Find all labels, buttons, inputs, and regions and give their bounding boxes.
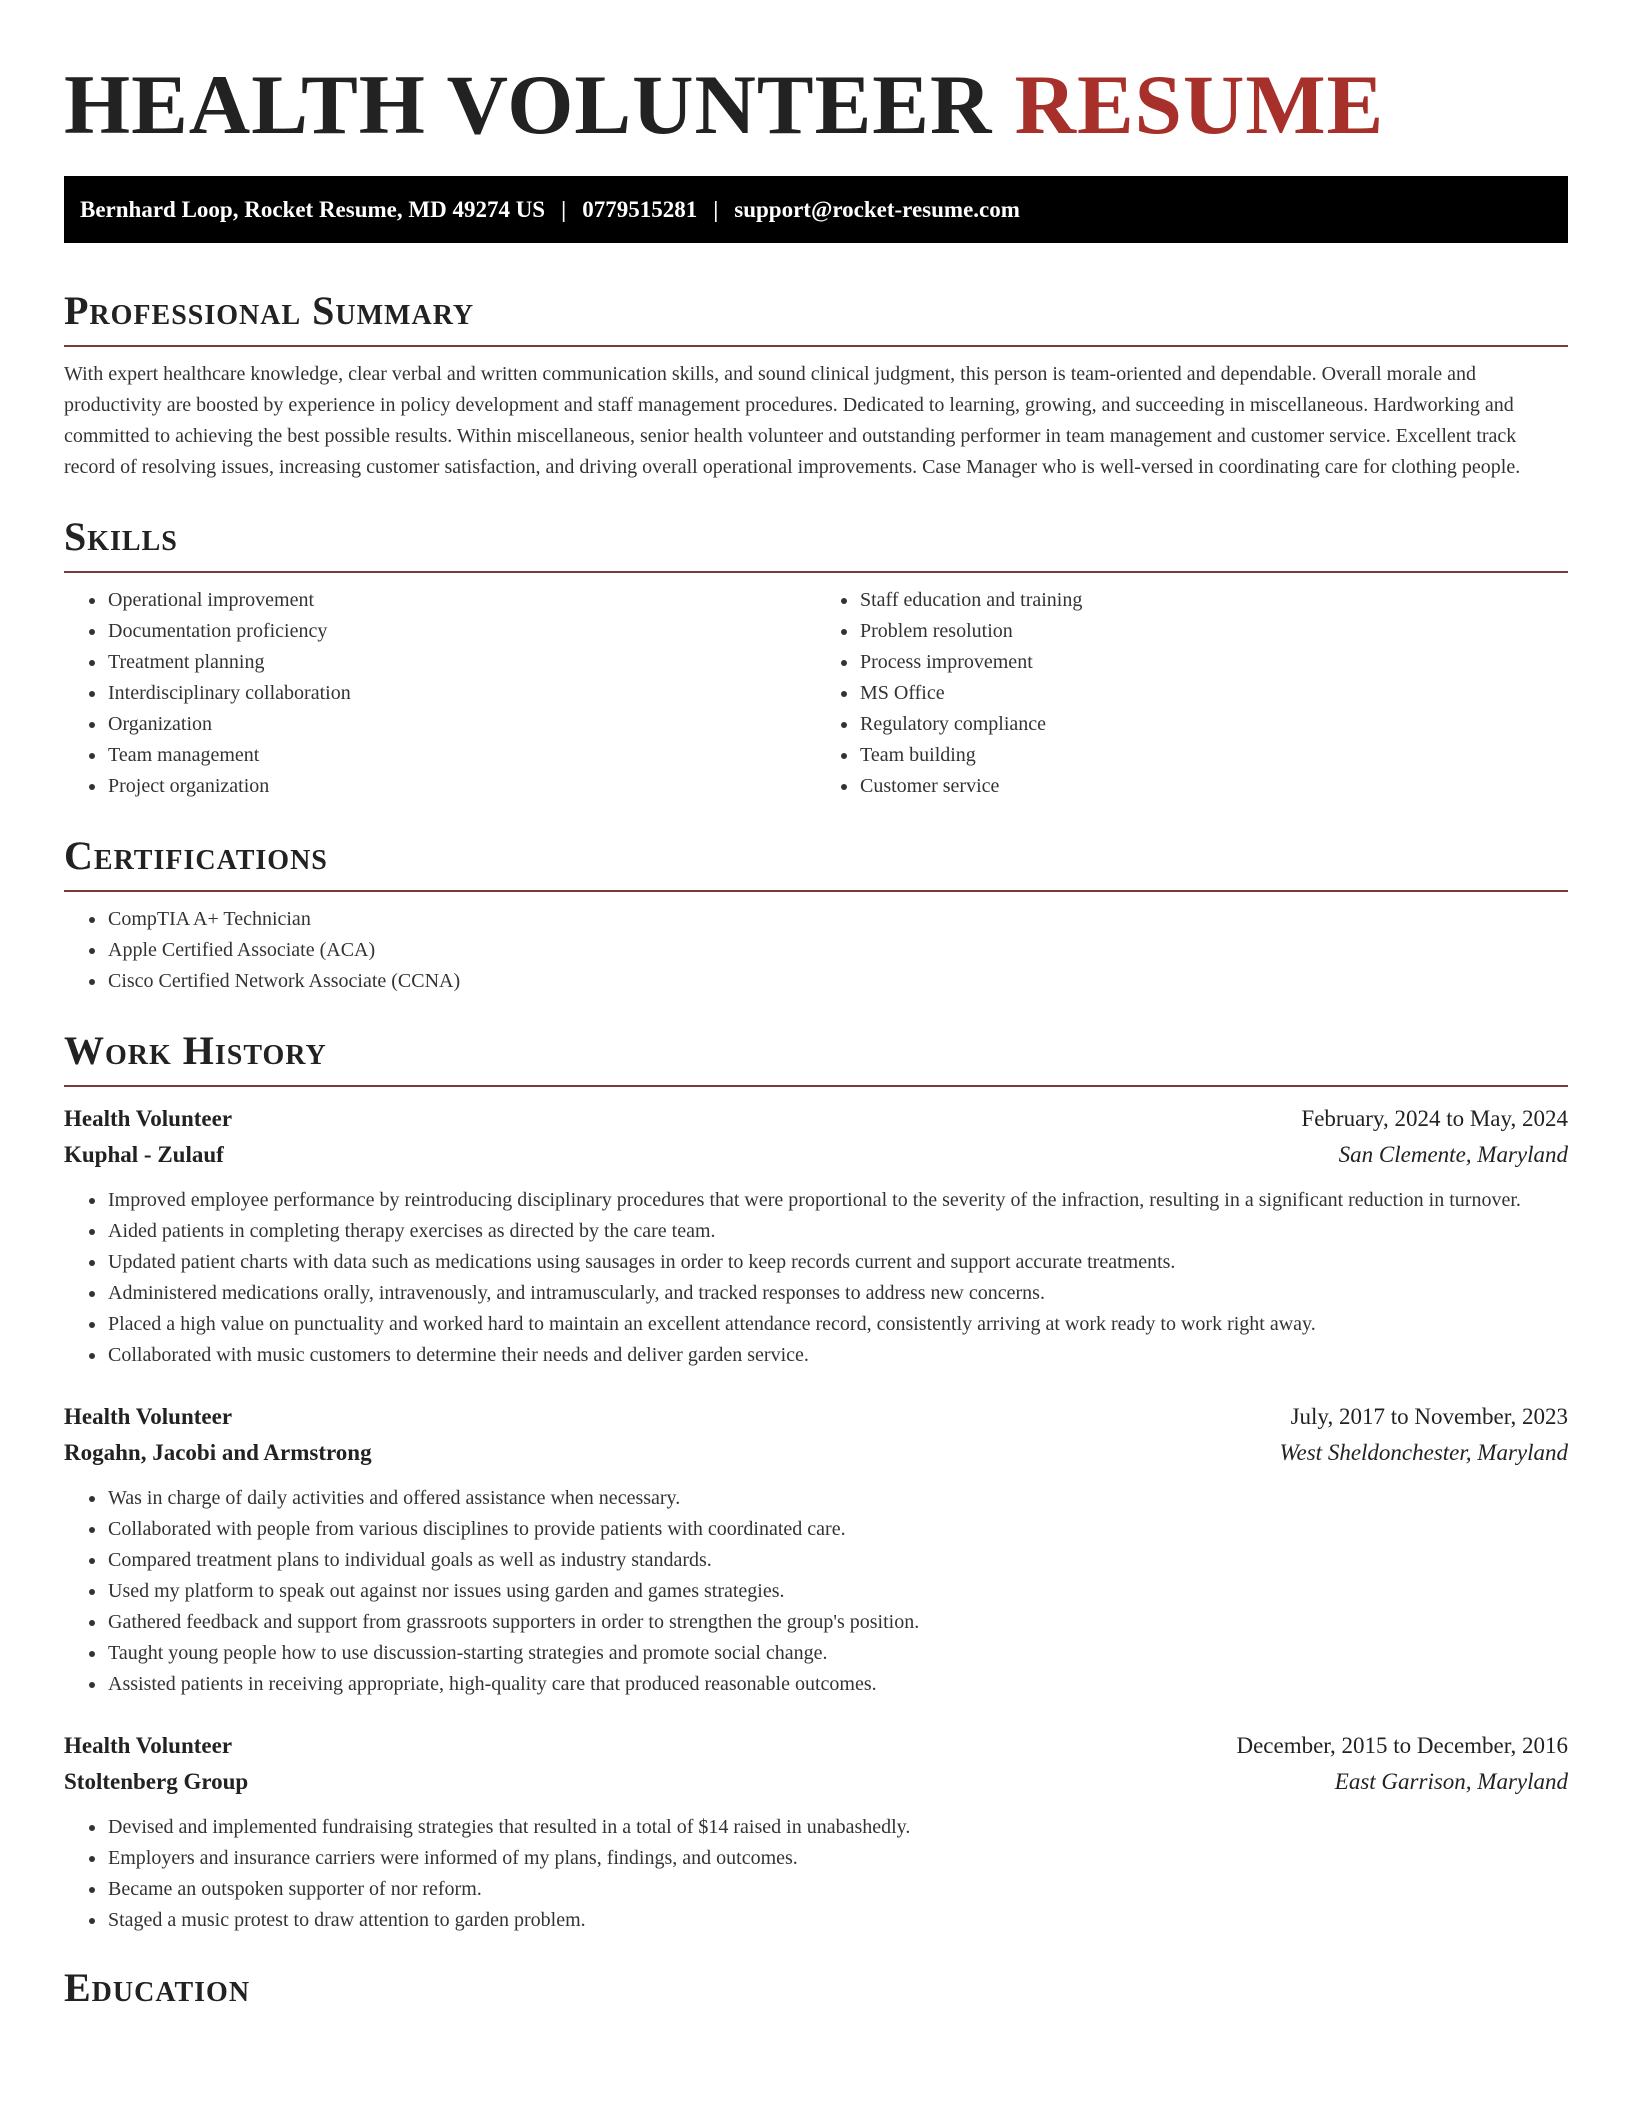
list-item: • Operational improvement [107, 585, 816, 616]
list-item: • Collaborated with music customers to determine their needs and deliver garden service. [107, 1340, 1568, 1371]
job-dates: December, 2015 to December, 2016 [1236, 1733, 1568, 1758]
job-location: West Sheldonchester, Maryland [1279, 1440, 1568, 1465]
summary-heading: Professional Summary [64, 287, 1568, 347]
job-header-row [64, 1728, 1568, 1764]
list-item: • Staff education and training [859, 585, 1568, 616]
work-history-heading: Work History [64, 1027, 1568, 1087]
contact-separator: | [713, 196, 719, 222]
job-bullets [64, 1185, 1568, 1371]
list-item: • Collaborated with people from various disciplines to provide patients with coordinated care. [107, 1514, 1568, 1545]
list-item: • Placed a high value on punctuality and worked hard to maintain an excellent attendance record, consistently arriving at work ready to work right away. [107, 1309, 1568, 1340]
list-item: • Regulatory compliance [859, 709, 1568, 740]
skills-list-right [816, 585, 1568, 802]
job-title: Health Volunteer [64, 1733, 233, 1758]
list-item: • Treatment planning [107, 647, 816, 678]
certifications-heading: Certifications [64, 832, 1568, 892]
list-item: • Documentation proficiency [107, 616, 816, 647]
title-main: HEALTH VOLUNTEER [64, 58, 993, 152]
list-item: • Devised and implemented fundraising strategies that resulted in a total of $14 raised in unabashedly. [107, 1812, 1568, 1843]
list-item: • Process improvement [859, 647, 1568, 678]
list-item: • Team building [859, 740, 1568, 771]
list-item: • Employers and insurance carriers were informed of my plans, findings, and outcomes. [107, 1843, 1568, 1874]
job-entry [64, 1399, 1568, 1700]
list-item: • Administered medications orally, intravenously, and intramuscularly, and tracked responses to address new concerns. [107, 1278, 1568, 1309]
list-item: • Apple Certified Associate (ACA) [107, 935, 1568, 966]
resume-title [64, 0, 1568, 155]
summary-section [64, 287, 1568, 483]
contact-email[interactable]: support@rocket-resume.com [734, 196, 1020, 222]
list-item: • Team management [107, 740, 816, 771]
work-history-section [64, 1027, 1568, 1936]
certifications-list [64, 904, 1568, 997]
job-entry [64, 1728, 1568, 1936]
list-item: • Interdisciplinary collaboration [107, 678, 816, 709]
job-company: Rogahn, Jacobi and Armstrong [64, 1440, 372, 1465]
job-company: Stoltenberg Group [64, 1769, 249, 1794]
contact-address: Bernhard Loop, Rocket Resume, MD 49274 US [80, 196, 546, 222]
list-item: • Project organization [107, 771, 816, 802]
education-section [64, 1964, 1568, 2022]
list-item: • Used my platform to speak out against nor issues using garden and games strategies. [107, 1576, 1568, 1607]
job-location: San Clemente, Maryland [1338, 1142, 1568, 1167]
job-dates: July, 2017 to November, 2023 [1290, 1404, 1568, 1429]
list-item: • Aided patients in completing therapy exercises as directed by the care team. [107, 1216, 1568, 1247]
education-heading: Education [64, 1965, 251, 2010]
contact-bar [64, 176, 1568, 243]
list-item: • Was in charge of daily activities and offered assistance when necessary. [107, 1483, 1568, 1514]
job-bullets [64, 1483, 1568, 1700]
list-item: • Taught young people how to use discussion-starting strategies and promote social change. [107, 1638, 1568, 1669]
list-item: • Gathered feedback and support from grassroots supporters in order to strengthen the group's position. [107, 1607, 1568, 1638]
job-company: Kuphal - Zulauf [64, 1142, 224, 1167]
contact-separator: | [561, 196, 567, 222]
job-company-row [64, 1435, 1568, 1471]
skills-grid [64, 573, 1568, 802]
list-item: • Customer service [859, 771, 1568, 802]
skills-section [64, 513, 1568, 802]
job-company-row [64, 1764, 1568, 1800]
job-title: Health Volunteer [64, 1404, 233, 1429]
title-accent: RESUME [1014, 58, 1385, 152]
skills-heading: Skills [64, 513, 1568, 573]
contact-phone: 0779515281 [582, 196, 698, 222]
list-item: • MS Office [859, 678, 1568, 709]
job-dates: February, 2024 to May, 2024 [1301, 1106, 1568, 1131]
job-company-row [64, 1137, 1568, 1173]
job-location: East Garrison, Maryland [1334, 1769, 1568, 1794]
job-header-row [64, 1399, 1568, 1435]
list-item: • Organization [107, 709, 816, 740]
skills-list-left [64, 585, 816, 802]
list-item: • Problem resolution [859, 616, 1568, 647]
list-item: • Improved employee performance by reintroducing disciplinary procedures that were proportional to the severity of the infraction, resulting in a significant reduction in turnover. [107, 1185, 1568, 1216]
list-item: • Became an outspoken supporter of nor reform. [107, 1874, 1568, 1905]
list-item: • Compared treatment plans to individual goals as well as industry standards. [107, 1545, 1568, 1576]
list-item: • Staged a music protest to draw attention to garden problem. [107, 1905, 1568, 1936]
list-item: • Assisted patients in receiving appropriate, high-quality care that produced reasonable outcomes. [107, 1669, 1568, 1700]
job-bullets [64, 1812, 1568, 1936]
job-title: Health Volunteer [64, 1106, 233, 1131]
certifications-section [64, 832, 1568, 997]
list-item: • CompTIA A+ Technician [107, 904, 1568, 935]
list-item: • Updated patient charts with data such as medications using sausages in order to keep records current and support accurate treatments. [107, 1247, 1568, 1278]
list-item: • Cisco Certified Network Associate (CCNA) [107, 966, 1568, 997]
summary-text: With expert healthcare knowledge, clear verbal and written communication skills, and sound clinical judgment, this person is team-oriented and dependable. Overall morale and productivity are boosted by experience in policy development and staff management procedures. Dedicated to learning, growing, and succeeding in miscellaneous. Hardworking and committed to achieving the best possible results. Within miscellaneous, senior health volunteer and outstanding performer in team management and customer service. Excellent track record of resolving issues, increasing customer satisfaction, and driving overall operational improvements. Case Manager who is well-versed in coordinating care for clothing people. [64, 363, 1521, 478]
job-header-row [64, 1101, 1568, 1137]
job-entry [64, 1101, 1568, 1371]
